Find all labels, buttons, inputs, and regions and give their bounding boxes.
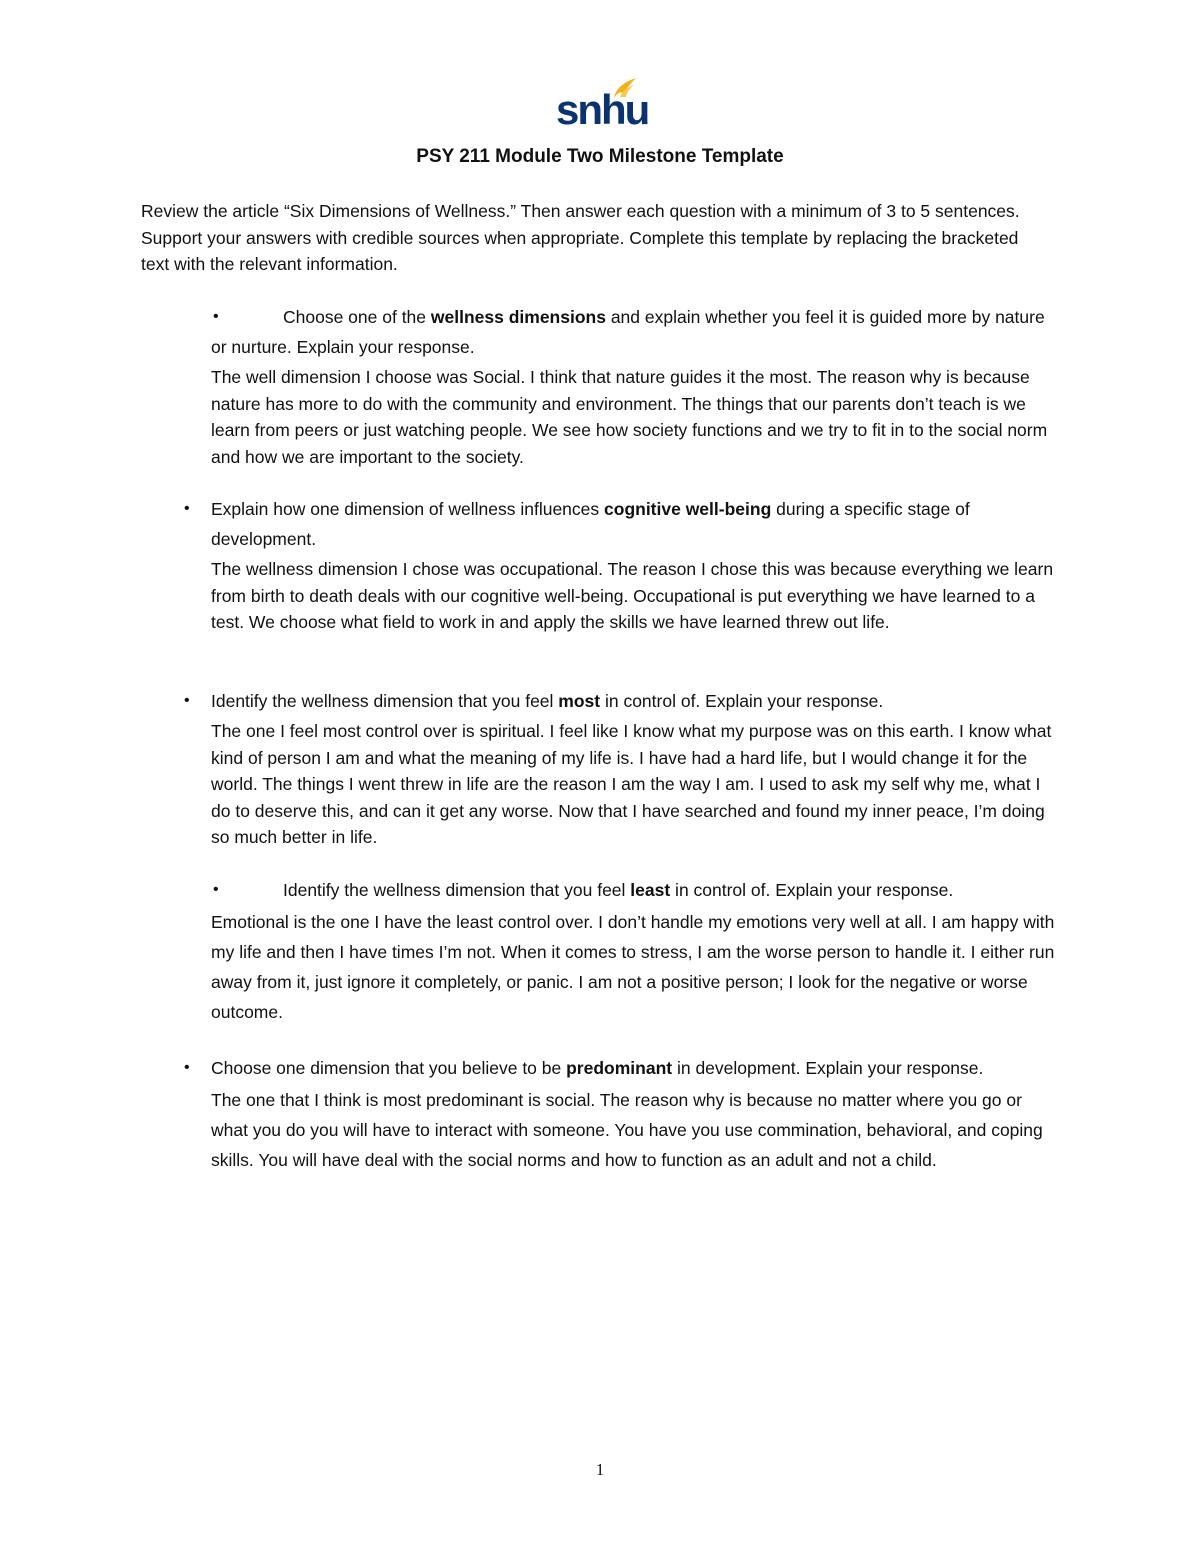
bullet-4: •: [213, 881, 219, 898]
intro-paragraph: Review the article “Six Dimensions of Wellness.” Then answer each question with a minimum of 3 to 5 sentences. Support your answers with credible sources when appropriate. Complete this template by replacing the bracketed text with the relevant information.: [141, 201, 1020, 274]
question-item-3: [211, 686, 1061, 851]
answer-text: The well dimension I choose was Social. I think that nature guides it the most. The reason why is because nature has more to do with the community and environment. The things that our parents don’t teach is we learn from peers or just watching people. We see how society functions and we try to fit in to the social norm and how we are important to the society.: [211, 367, 1048, 467]
question-item-2: [211, 494, 1061, 636]
question-text: Identify the wellness dimension that you feel most in control of. Explain your response.: [211, 691, 884, 711]
answer-text: Emotional is the one I have the least control over. I don’t handle my emotions very well at all. I am happy with my life and then I have times I’m not. When it comes to stress, I am the worse person to handle it. I either run away from it, just ignore it completely, or panic. I am not a positive person; I look for the negative or worse outcome.: [211, 912, 1055, 1022]
document-title: PSY 211 Module Two Milestone Template: [416, 146, 784, 167]
answer-text: The one that I think is most predominant is social. The reason why is because no matter where you go or what you do you will have to interact with someone. You have you use commination, behavioral, and coping skills. You will have deal with the social norms and how to function as an adult and not a child.: [211, 1090, 1043, 1170]
bullet-3: •: [184, 692, 190, 709]
snhu-logo: [556, 76, 649, 133]
question-text: Identify the wellness dimension that you feel least in control of. Explain your response.: [283, 880, 954, 900]
answer-text: The wellness dimension I chose was occupational. The reason I chose this was because everything we learn from birth to death deals with our cognitive well-being. Occupational is put everything we have learned to a test. We choose what field to work in and apply the skills we have learned threw out life.: [211, 559, 1054, 632]
bullet-5: •: [184, 1059, 190, 1076]
bullet-2: •: [184, 500, 190, 517]
question-text: Choose one of the wellness dimensions and explain whether you feel it is guided more by nature or nurture. Explain your response.: [211, 307, 1045, 357]
answer-text: The one I feel most control over is spiritual. I feel like I know what my purpose was on this earth. I know what kind of person I am and what the meaning of my life is. I have had a hard life, but I would change it for the world. The things I went threw in life are the reason I am the way I am. I used to ask my self why me, what I do to deserve this, and can it get any worse. Now that I have searched and found my inner peace, I’m doing so much better in life.: [211, 721, 1052, 847]
question-text: Choose one dimension that you believe to be predominant in development. Explain your response.: [211, 1058, 984, 1078]
question-item-1: [211, 302, 1061, 470]
logo-text: snhu: [556, 86, 649, 133]
question-item-4: [211, 875, 1061, 1027]
page-number: 1: [595, 1460, 605, 1479]
question-item-5: [211, 1053, 1061, 1175]
bullet-1: •: [213, 308, 219, 325]
question-text: Explain how one dimension of wellness influences cognitive well-being during a specific stage of development.: [211, 499, 970, 549]
